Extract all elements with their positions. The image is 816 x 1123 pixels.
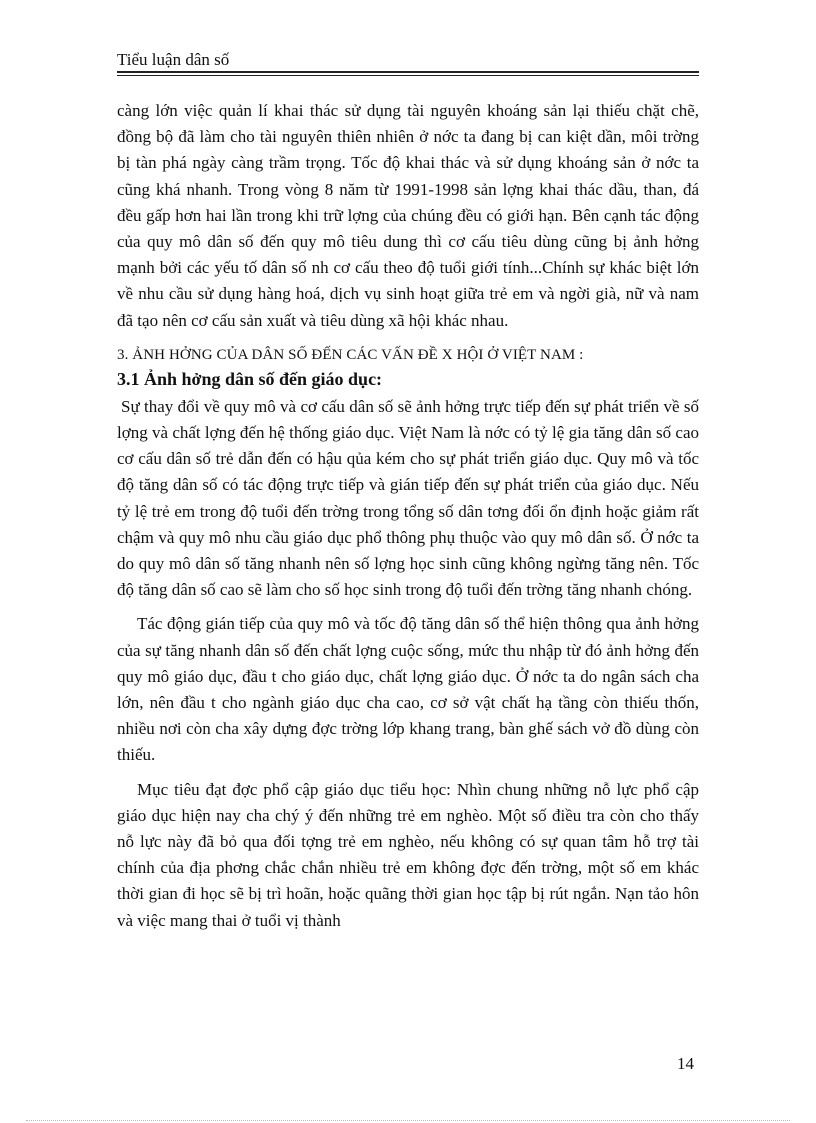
document-body xyxy=(117,98,699,934)
paragraph-education-3: Mục tiêu đạt đợc phổ cập giáo dục tiểu học: Nhìn chung những nỗ lực phổ cập giáo dục hiện nay cha chý ý đến những trẻ em nghèo. Một số điều tra còn cho thấy nỗ lực này đã bỏ qua đối tợng trẻ em nghèo, nếu không có sự quan tâm hỗ trợ tài chính của địa phơng chắc chắn nhiều trẻ em không đợc đến trờng, một số em khác thời gian đi học sẽ bị trì hoãn, hoặc quãng thời gian học tập bị rút ngắn. Nạn tảo hôn và việc mang thai ở tuổi vị thành xyxy=(117,779,699,930)
paragraph-intro: càng lớn việc quản lí khai thác sử dụng tài nguyên khoáng sản lại thiếu chặt chẽ, đồng bộ đã làm cho tài nguyên thiên nhiên ở nớc ta đang bị can kiệt dần, môi trờng bị tàn phá ngày càng trầm trọng. Tốc độ khai thác và sử dụng khoáng sản ở nớc ta cũng khá nhanh. Trong vòng 8 năm từ 1991-1998 sản lợng khai thác dầu, than, đá đều gấp hơn hai lần trong khi trữ lợng của chúng đều có giới hạn. Bên cạnh tác động của quy mô dân số đến quy mô tiêu dung thì cơ cấu tiêu dùng cũng bị ảnh hởng mạnh bởi các yếu tố dân số nh cơ cấu theo độ tuổi giới tính...Chính sự khác biệt lớn về nhu cầu sử dụng hàng hoá, dịch vụ sinh hoạt giữa trẻ em và ngời già, nữ và nam đã tạo nên cơ cấu sản xuất và tiêu dùng xã hội khác nhau. xyxy=(117,101,699,330)
paragraph-education-1: Sự thay đổi về quy mô và cơ cấu dân số sẽ ảnh hởng trực tiếp đến sự phát triển về số lợng và chất lợng đến hệ thống giáo dục. Việt Nam là nớc có tỷ lệ gia tăng dân số cao cơ cấu dân số trẻ dẫn đến có hậu qủa kém cho sự phát triển giáo dục. Quy mô và tốc độ tăng dân số có tác động trực tiếp và gián tiếp đến sự phát triển của giáo dục. Nếu tỷ lệ trẻ em trong độ tuổi đến trờng trong tổng số dân tơng đối ổn định hoặc giảm rất chậm và quy mô nhu cầu giáo dục phổ thông phụ thuộc vào quy mô dân số. Ở nớc ta do quy mô dân số tăng nhanh nên số lợng học sinh cũng không ngừng tăng nên. Tốc độ tăng dân số cao sẽ làm cho số học sinh trong độ tuổi đến trờng tăng nhanh chóng. xyxy=(117,396,699,600)
page-number: 14 xyxy=(677,1054,694,1073)
section-heading: 3. ẢNH HỞNG CỦA DÂN SỐ ĐẾN CÁC VẤN ĐỀ X HỘI Ở VIỆT NAM : xyxy=(117,346,584,363)
paragraph-education-2: Tác động gián tiếp của quy mô và tốc độ tăng dân số thể hiện thông qua ảnh hởng của sự tăng nhanh dân số đến chất lợng cuộc sống, mức thu nhập từ đó ảnh hởng đến quy mô giáo dục, đầu t cho giáo dục, chất lợng giáo dục. Ở nớc ta do ngân sách cha lớn, nên đầu t cho ngành giáo dục cha cao, cơ sở vật chất hạ tầng còn thiếu thốn, nhiều nơi còn cha xây dựng đợc trờng lớp khang trang, bàn ghế sách vở đồ dùng còn thiếu. xyxy=(117,614,699,765)
header-title: Tiểu luận dân số xyxy=(117,50,230,69)
page-border xyxy=(26,1120,790,1121)
sub-heading: 3.1 Ảnh hởng dân số đến giáo dục: xyxy=(117,368,383,389)
header-rule-thin xyxy=(117,75,699,76)
page-header xyxy=(117,50,699,70)
header-rule-thick xyxy=(117,71,699,73)
